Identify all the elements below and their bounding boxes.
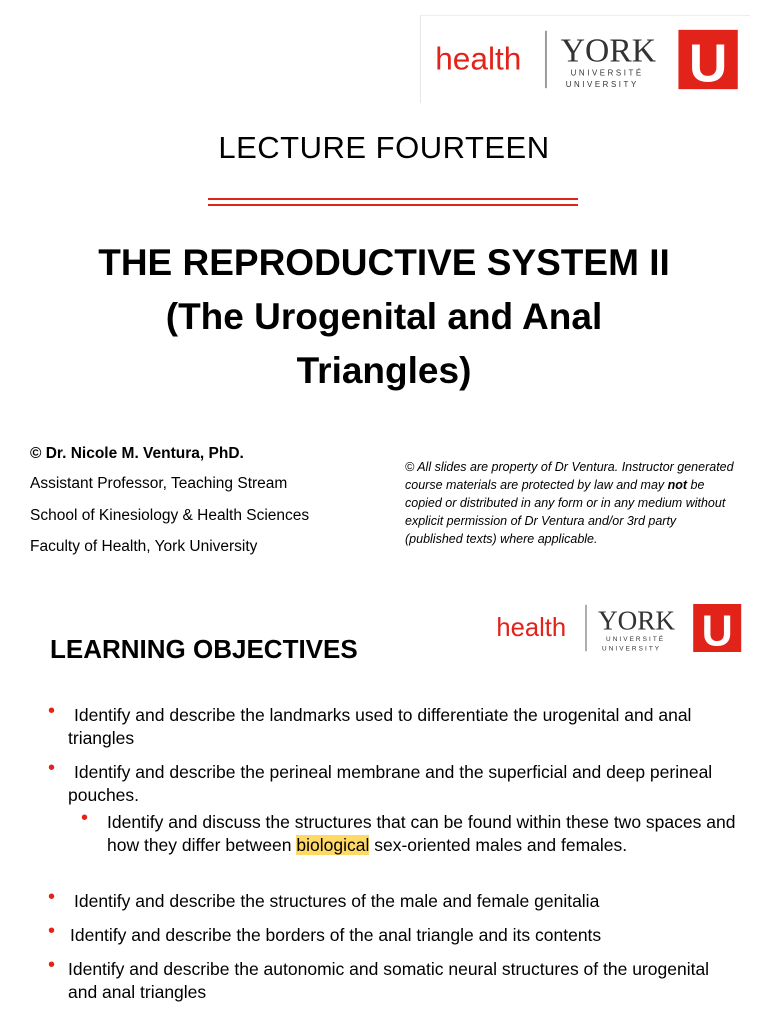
objective-item [48, 757, 728, 807]
logo-health-text: health [435, 40, 522, 77]
objective-text: Identify and describe the borders of the anal triangle and its contents [70, 925, 602, 945]
title-line-3: Triangles) [296, 350, 472, 391]
objective-text: Identify and discuss the structures that can be found within these two spaces and how they differ between [107, 812, 736, 855]
objective-text: Identify and describe the structures of the male and female genitalia [74, 891, 600, 911]
objective-item [48, 700, 728, 750]
author-block [30, 442, 390, 567]
logo-york-text: YORK [598, 605, 676, 636]
objective-item [48, 920, 728, 947]
author-school: School of Kinesiology & Health Sciences [30, 506, 310, 524]
bullet-icon: • [48, 886, 56, 908]
objective-text: Identify and describe the landmarks used to differentiate the urogenital and anal triangles [68, 705, 692, 748]
highlighted-term: biological [296, 835, 370, 855]
logo-universite-text: UNIVERSITÉ [606, 635, 666, 643]
objective-text: sex-oriented males and females. [369, 835, 628, 855]
title-divider-top [208, 198, 578, 200]
title-divider-bottom [208, 204, 578, 206]
logo-york-text: YORK [560, 32, 657, 70]
york-health-logo [420, 15, 750, 103]
bullet-icon: • [48, 700, 56, 722]
copyright-part-1: © All slides are property of Dr Ventura. Instructor generated course materials are protected by law and may [405, 460, 734, 492]
objective-sub-item [81, 807, 737, 857]
lecture-title [40, 236, 728, 398]
logo-university-text: UNIVERSITY [565, 80, 639, 90]
objective-item [48, 954, 728, 1004]
title-line-1: THE REPRODUCTIVE SYSTEM II [98, 242, 670, 283]
logo-universite-text: UNIVERSITÉ [570, 68, 644, 78]
author-faculty: Faculty of Health, York University [30, 538, 258, 555]
author-role: Assistant Professor, Teaching Stream [30, 475, 288, 492]
objectives-heading: LEARNING OBJECTIVES [50, 634, 358, 664]
objective-text: Identify and describe the perineal membrane and the superficial and deep perineal pouches. [68, 762, 713, 805]
copyright-part-2: be copied or distributed in any form or in any medium without explicit permission of Dr Ventura and/or 3rd party (published texts) where applicable. [405, 478, 726, 546]
lecture-label: LECTURE FOURTEEN [218, 130, 550, 165]
title-line-2: (The Urogenital and Anal [165, 296, 603, 337]
logo-divider [545, 31, 547, 88]
bullet-icon: • [48, 757, 56, 779]
york-u-letter: U [688, 34, 728, 94]
york-u-letter: U [701, 607, 733, 656]
bullet-icon: • [48, 954, 56, 976]
copyright-notice [405, 458, 735, 548]
logo-health-text: health [496, 614, 567, 642]
bullet-icon: • [48, 920, 56, 942]
objective-text: Identify and describe the autonomic and somatic neural structures of the urogenital and anal triangles [68, 959, 710, 1002]
bullet-icon: • [81, 807, 89, 829]
logo-divider [585, 605, 587, 651]
author-name: © Dr. Nicole M. Ventura, PhD. [30, 445, 244, 462]
york-health-logo-secondary [486, 592, 750, 664]
copyright-emphasis: not [667, 478, 688, 492]
objective-item [48, 886, 728, 913]
logo-university-text: UNIVERSITY [602, 645, 662, 653]
